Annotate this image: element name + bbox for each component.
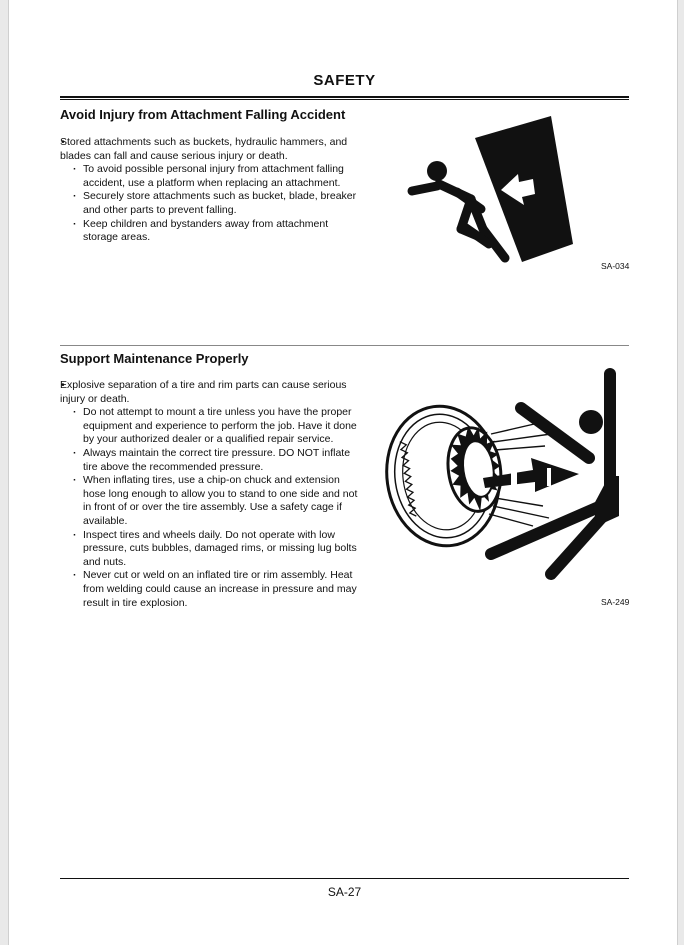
section-title: Avoid Injury from Attachment Falling Accident [60,107,346,122]
header-rule-thick [60,96,629,98]
page-number: SA-27 [327,885,362,899]
falling-attachment-icon [401,112,581,272]
figure-caption: SA-249 [601,597,630,607]
footer-rule [60,878,629,879]
sub-bullet-item: · When inflating tires, use a chip-on chuck and extension hose long enough to allow you to stand to one side and not in front of or over the tire assembly. Use a safety cage if available. [60,474,360,528]
manual-page [8,0,678,945]
sub-bullet-item: · Keep children and bystanders away from attachment storage areas. [60,218,360,245]
figure-caption: SA-034 [601,261,630,271]
sub-bullet-item: · Always maintain the correct tire pressure. DO NOT inflate tire above the recommended pressure. [60,447,360,474]
section-title: Support Maintenance Properly [60,351,249,366]
section-bullet-list [60,379,360,610]
sub-bullet-item: · To avoid possible personal injury from attachment falling accident, use a platform when replacing an attachment. [60,163,360,190]
sub-bullet-list [60,163,360,245]
header-rule-thin [60,99,629,100]
page-header-title: SAFETY [313,72,376,89]
bullet-text: Explosive separation of a tire and rim parts can cause serious injury or death. [60,379,347,405]
sub-bullet-list [60,406,360,610]
tire-explosion-icon [383,366,623,591]
bullet-item [60,136,360,245]
bullet-item [60,379,360,610]
sub-bullet-item: · Securely store attachments such as bucket, blade, breaker and other parts to prevent falling. [60,190,360,217]
section-bullet-list [60,136,360,245]
section-divider [60,345,629,346]
sub-bullet-item: · Never cut or weld on an inflated tire or rim assembly. Heat from welding could cause an increase in pressure and may result in tire explosion. [60,569,360,610]
sub-bullet-item: · Inspect tires and wheels daily. Do not operate with low pressure, cuts bubbles, damaged rims, or missing lug bolts and nuts. [60,529,360,570]
sub-bullet-item: · Do not attempt to mount a tire unless you have the proper equipment and experience to perform the job. Have it done by your authorized dealer or a qualified repair service. [60,406,360,447]
bullet-text: Stored attachments such as buckets, hydraulic hammers, and blades can fall and cause serious injury or death. [60,136,348,162]
